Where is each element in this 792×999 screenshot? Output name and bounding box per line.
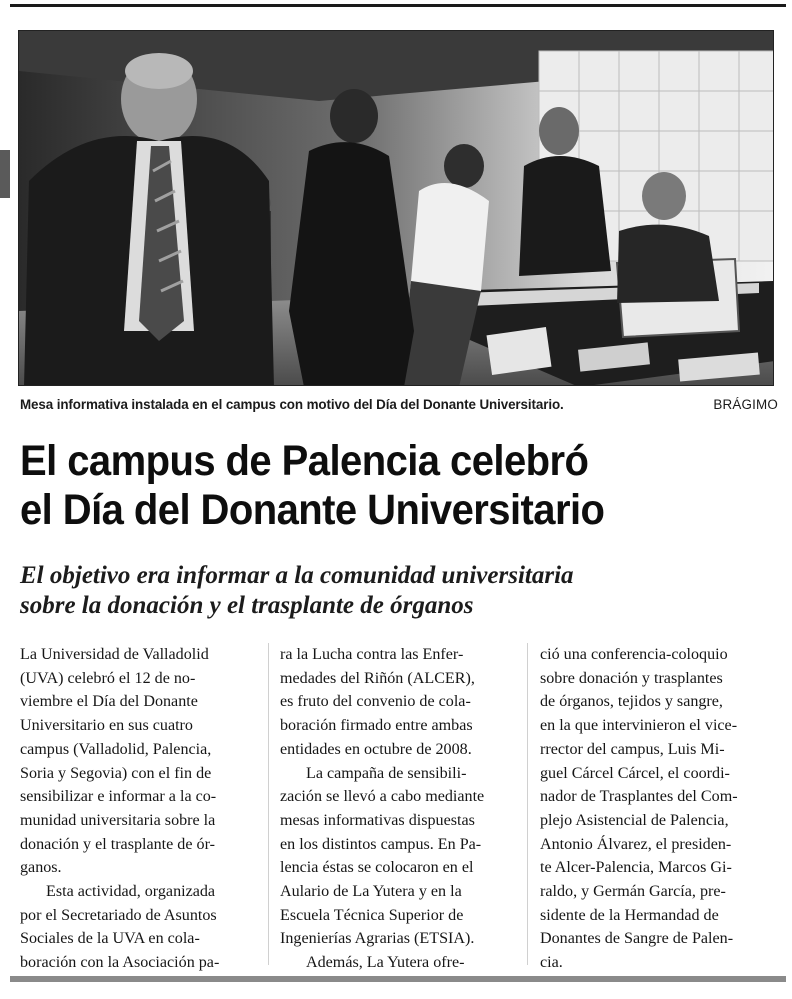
headline-line-1: El campus de Palencia celebró: [20, 437, 589, 485]
article-line: Soria y Segovia) con el fin de: [20, 764, 212, 782]
article-line: viembre el Día del Donante: [20, 693, 198, 711]
article-line: Esta actividad, organizada: [46, 883, 216, 901]
article-line: boración firmado entre ambas: [280, 717, 473, 735]
article-line: zación se llevó a cabo mediante: [280, 788, 485, 806]
article-line: ra la Lucha contra las Enfer-: [280, 646, 464, 663]
article-line: munidad universitaria sobre la: [20, 811, 216, 829]
article-line: raldo, y Germán García, pre-: [540, 883, 726, 901]
article-line: en los distintos campus. En Pa-: [280, 835, 482, 853]
news-photo: [18, 30, 774, 386]
news-photo-illustration: [19, 31, 774, 386]
article-line: Además, La Yutera ofre-: [306, 954, 465, 972]
column-divider: [268, 643, 269, 965]
article-line: mesas informativas dispuestas: [280, 811, 475, 829]
article-line: guel Cárcel Cárcel, el coordi-: [540, 764, 730, 782]
subheadline-line-2: sobre la donación y el trasplante de órganos: [20, 592, 474, 619]
article-line: de órganos, tejidos y sangre,: [540, 693, 723, 711]
photo-caption: Mesa informativa instalada en el campus con motivo del Día del Donante Universitario.: [20, 397, 564, 412]
article-line: rrector del campus, Luis Mi-: [540, 740, 725, 758]
article-line: (UVA) celebró el 12 de no-: [20, 669, 196, 687]
article-line: Donantes de Sangre de Palen-: [540, 930, 734, 948]
photo-caption-row: [20, 397, 778, 417]
article-line: Ingenierías Agrarias (ETSIA).: [280, 930, 475, 948]
article-line: es fruto del convenio de cola-: [280, 693, 471, 711]
bottom-rule: [10, 976, 786, 982]
article-line: Antonio Álvarez, el presiden-: [540, 835, 732, 853]
article-line: lencia éstas se colocaron en el: [280, 859, 474, 877]
headline: [20, 437, 727, 535]
page-edge-marker: [0, 150, 10, 198]
article-line: campus (Valladolid, Palencia,: [20, 740, 212, 758]
subheadline-line-1: El objetivo era informar a la comunidad universitaria: [20, 562, 574, 589]
photo-credit: BRÁGIMO: [713, 397, 778, 412]
article-line: en la que intervinieron el vice-: [540, 717, 738, 735]
article-line: Escuela Técnica Superior de: [280, 906, 464, 924]
article-line: La Universidad de Valladolid: [20, 646, 209, 663]
article-line: entidades en octubre de 2008.: [280, 740, 472, 758]
headline-line-2: el Día del Donante Universitario: [20, 486, 605, 534]
article-line: sensibilizar e informar a la co-: [20, 788, 217, 806]
top-rule: [10, 4, 786, 7]
article-line: cia.: [540, 954, 563, 972]
article-column-1: [20, 643, 256, 975]
article-column-3: [540, 643, 776, 975]
article-line: Sociales de la UVA en cola-: [20, 930, 200, 948]
article-line: sobre donación y trasplantes: [540, 669, 723, 687]
article-line: ganos.: [20, 859, 62, 877]
article-line: medades del Riñón (ALCER),: [280, 669, 475, 687]
article-line: Aulario de La Yutera y en la: [280, 883, 462, 901]
article-line: ció una conferencia-coloquio: [540, 646, 728, 663]
article-line: por el Secretariado de Asuntos: [20, 906, 217, 924]
article-line: te Alcer-Palencia, Marcos Gi-: [540, 859, 732, 877]
article-line: Universitario en sus cuatro: [20, 717, 193, 735]
article-line: plejo Asistencial de Palencia,: [540, 811, 729, 829]
article-line: nador de Trasplantes del Com-: [540, 788, 738, 806]
article-column-2: [280, 643, 514, 975]
article-line: La campaña de sensibili-: [306, 764, 467, 782]
article-line: donación y el trasplante de ór-: [20, 835, 215, 853]
subheadline: [20, 561, 780, 621]
article-line: sidente de la Hermandad de: [540, 906, 719, 924]
column-divider: [527, 643, 528, 965]
article-line: boración con la Asociación pa-: [20, 954, 220, 972]
